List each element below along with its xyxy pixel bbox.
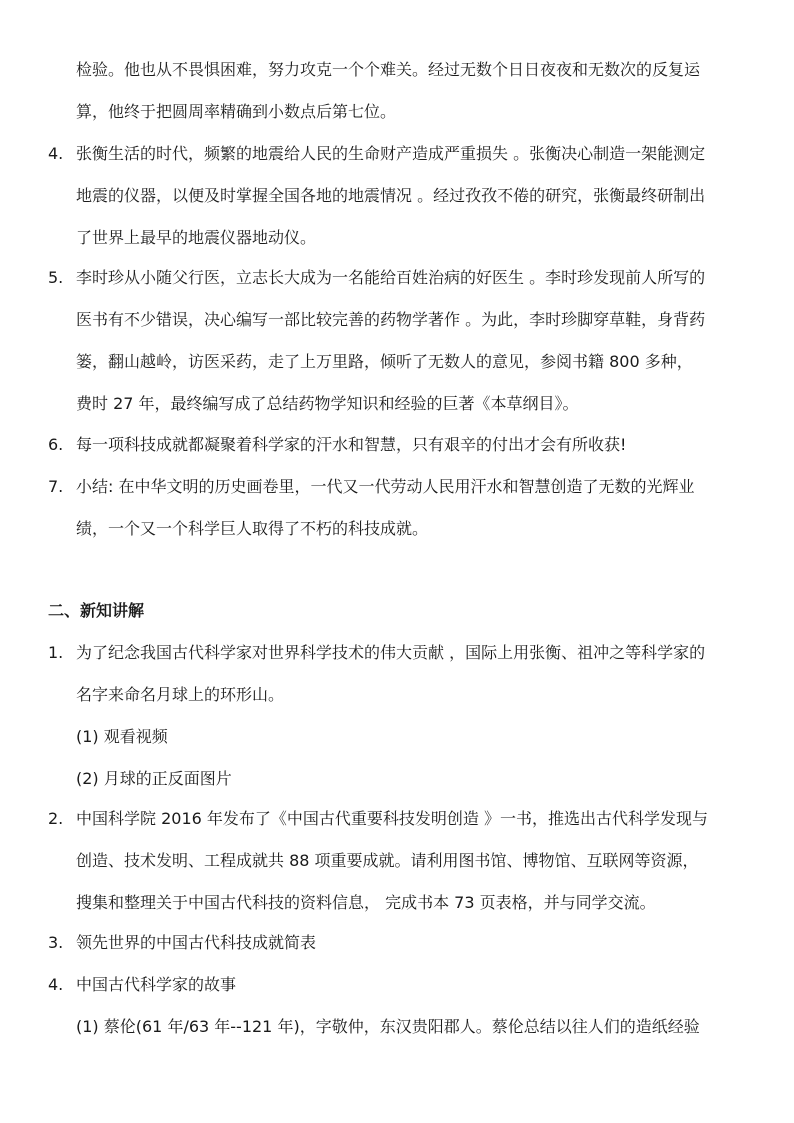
list-number: 4. [48,975,64,994]
list-item-line: 绩，一个又一个科学巨人取得了不朽的科技成就。 [76,519,429,538]
list-item-line: 领先世界的中国古代科技成就简表 [76,933,317,952]
list-number: 7. [48,477,64,496]
section-heading: 二、新知讲解 [48,601,145,620]
list-item-line: 医书有不少错误，决心编写一部比较完善的药物学著作 。为此，李时珍脚穿草鞋，身背药 [76,310,706,329]
list-number: 4. [48,144,64,163]
list-item-line: 每一项科技成就都凝聚着科学家的汗水和智慧，只有艰辛的付出才会有所收获! [76,435,627,454]
list-number: 6. [48,435,64,454]
paragraph-line: 算，他终于把圆周率精确到小数点后第七位。 [76,102,397,121]
sub-item-line: (1) 观看视频 [76,727,168,746]
list-item-line: 搜集和整理关于中国古代科技的资料信息， 完成书本 73 页表格，并与同学交流。 [76,893,656,912]
list-item-line: 名字来命名月球上的环形山。 [76,685,285,704]
list-item-line: 小结: 在中华文明的历史画卷里，一代又一代劳动人民用汗水和智慧创造了无数的光辉业 [76,477,695,496]
list-item-line: 李时珍从小随父行医，立志长大成为一名能给百姓治病的好医生 。李时珍发现前人所写的 [76,268,706,287]
paragraph-line: 检验。他也从不畏惧困难，努力攻克一个个难关。经过无数个日日夜夜和无数次的反复运 [76,60,701,79]
list-item-line: 了世界上最早的地震仪器地动仪。 [76,228,317,247]
list-number: 3. [48,933,64,952]
list-item-line: 地震的仪器，以便及时掌握全国各地的地震情况 。经过孜孜不倦的研究，张衡最终研制出 [76,186,706,205]
list-item-line: 中国科学院 2016 年发布了《中国古代重要科技发明创造 》一书，推选出古代科学发现与 [76,809,708,828]
list-item-line: 创造、技术发明、工程成就共 88 项重要成就。请利用图书馆、博物馆、互联网等资源， [76,851,699,870]
list-item-line: 篓，翻山越岭，访医采药，走了上万里路，倾听了无数人的意见，参阅书籍 800 多种， [76,352,693,371]
list-number: 1. [48,643,64,662]
list-item-line: 张衡生活的时代，频繁的地震给人民的生命财产造成严重损失 。张衡决心制造一架能测定 [76,144,706,163]
list-item-line: 中国古代科学家的故事 [76,975,237,994]
list-item-line: 费时 27 年，最终编写成了总结药物学知识和经验的巨著《本草纲目》。 [76,394,579,413]
list-number: 2. [48,809,64,828]
list-number: 5. [48,268,64,287]
sub-item-line: (1) 蔡伦(61 年/63 年--121 年)，字敬仲，东汉贵阳郡人。蔡伦总结以往人们的造纸经验 [76,1017,700,1036]
sub-item-line: (2) 月球的正反面图片 [76,769,232,788]
list-item-line: 为了纪念我国古代科学家对世界科学技术的伟大贡献 ，国际上用张衡、祖冲之等科学家的 [76,643,706,662]
